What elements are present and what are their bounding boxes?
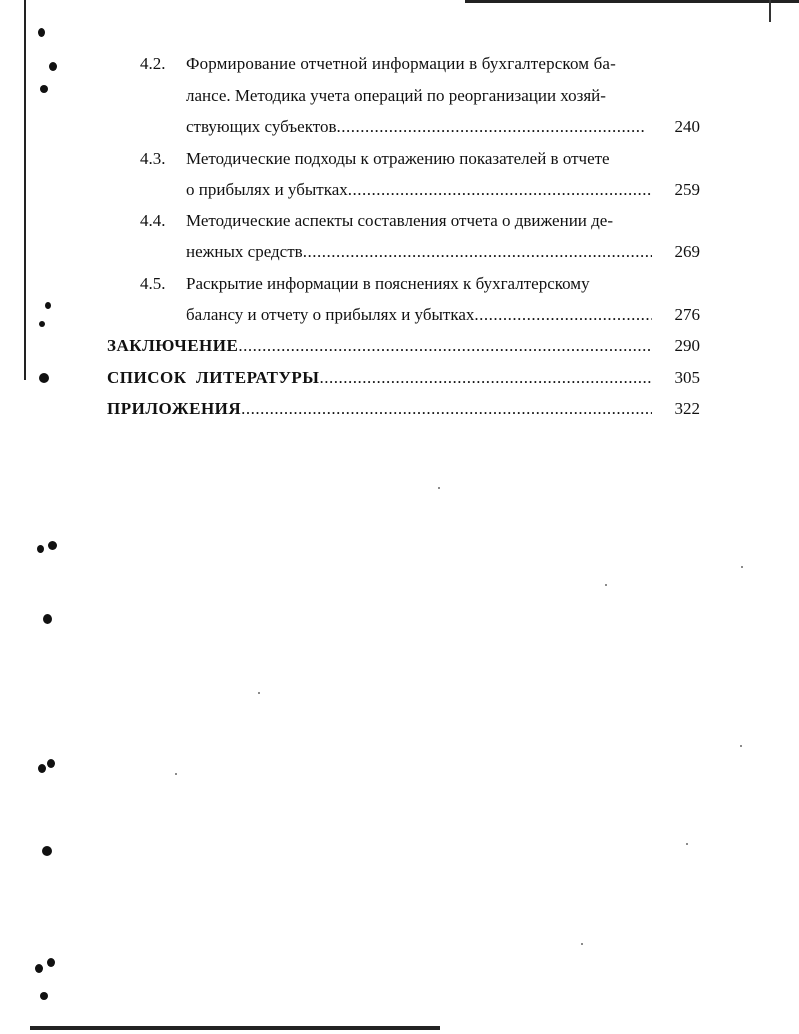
toc-page-number: 290 (674, 336, 700, 355)
toc-section-title: ЗАКЛЮЧЕНИЕ (107, 336, 239, 355)
punch-hole-mark (40, 992, 48, 1000)
toc-entry-number: 4.2. (140, 54, 166, 73)
toc-entry-number: 4.4. (140, 211, 166, 230)
scan-speck (741, 566, 743, 568)
toc-leader-line (186, 180, 652, 200)
toc-entry-text: нежных средств (186, 242, 303, 261)
punch-hole-mark (35, 964, 43, 973)
toc-leader-line (186, 242, 652, 262)
punch-hole-mark (38, 28, 45, 37)
scan-speck (175, 773, 177, 775)
dot-leader (348, 180, 652, 200)
toc-entry-text: Методические аспекты составления отчета о движении де- (186, 211, 614, 230)
toc-entry-number: 4.3. (140, 149, 166, 168)
toc-entry-text: ствующих субъектов (186, 117, 337, 136)
punch-hole-mark (48, 541, 57, 550)
scan-edge-right (769, 0, 771, 22)
toc-leader-line (186, 305, 652, 325)
toc-page-number: 259 (674, 180, 700, 199)
toc-leader-line (186, 117, 646, 137)
toc-entry-text: балансу и отчету о прибылях и убытках (186, 305, 475, 324)
punch-hole-mark (49, 62, 57, 71)
scan-speck (581, 943, 583, 945)
dot-leader (241, 399, 652, 419)
punch-hole-mark (42, 846, 52, 856)
scan-speck (605, 584, 607, 586)
punch-hole-mark (47, 759, 55, 768)
toc-section-title: ПРИЛОЖЕНИЯ (107, 399, 242, 418)
punch-hole-mark (39, 373, 49, 383)
toc-entry-text: Формирование отчетной информации в бухгалтерском ба- (186, 54, 616, 73)
scan-edge-left (24, 0, 26, 380)
scan-edge-top (465, 0, 799, 3)
toc-leader-line (107, 336, 652, 356)
dot-leader (474, 305, 652, 325)
scan-speck (740, 745, 742, 747)
toc-section-title: СПИСОК ЛИТЕРАТУРЫ (107, 368, 320, 387)
dot-leader (320, 368, 652, 388)
toc-entry-text: лансе. Методика учета операций по реорганизации хозяй- (186, 86, 606, 105)
dot-leader (337, 117, 647, 137)
toc-page-number: 322 (674, 399, 700, 418)
toc-entry-text: Раскрытие информации в пояснениях к бухгалтерскому (186, 274, 590, 293)
toc-page-number: 305 (674, 368, 700, 387)
punch-hole-mark (45, 302, 51, 309)
punch-hole-mark (40, 85, 48, 93)
toc-entry-text: Методические подходы к отражению показателей в отчете (186, 149, 610, 168)
toc-entry-text: о прибылях и убытках (186, 180, 348, 199)
punch-hole-mark (39, 321, 45, 327)
toc-page-number: 269 (674, 242, 700, 261)
punch-hole-mark (37, 545, 44, 553)
scan-speck (686, 843, 688, 845)
toc-entry-number: 4.5. (140, 274, 166, 293)
toc-leader-line (107, 399, 652, 419)
punch-hole-mark (38, 764, 46, 773)
punch-hole-mark (43, 614, 52, 624)
scan-edge-bottom (30, 1026, 440, 1030)
scan-speck (258, 692, 260, 694)
toc-leader-line (107, 368, 652, 388)
toc-page-number: 276 (674, 305, 700, 324)
dot-leader (303, 242, 652, 262)
toc-page-number: 240 (674, 117, 700, 136)
punch-hole-mark (47, 958, 55, 967)
dot-leader (238, 336, 652, 356)
scan-speck (438, 487, 440, 489)
